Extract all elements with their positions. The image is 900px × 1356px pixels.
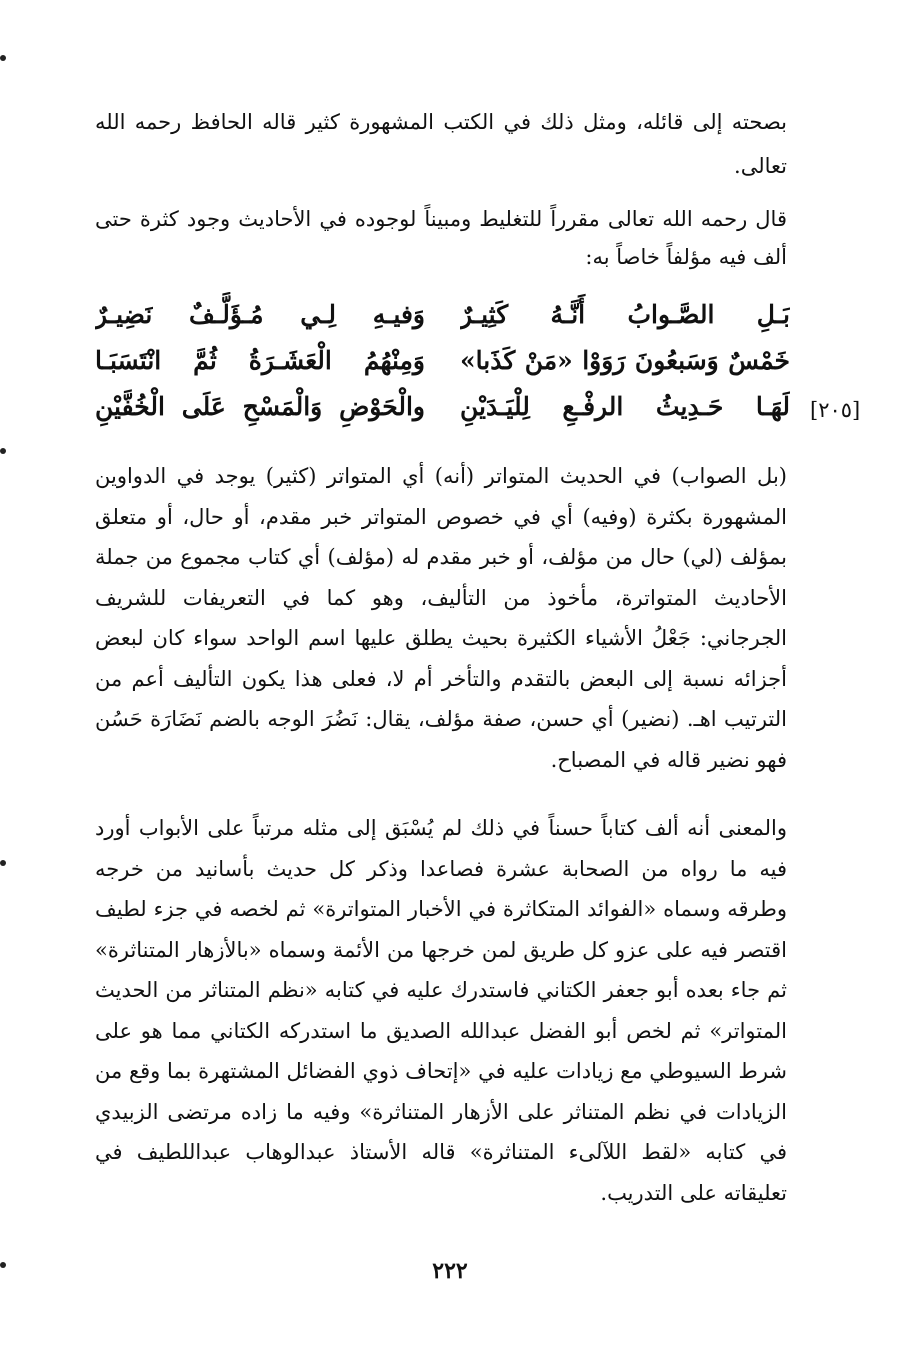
paragraph-text: بصحته إلى قائله، ومثل ذلك في الكتب المشهورة كثير قاله الحافظ رحمه الله تعالى. xyxy=(95,110,787,178)
paragraph-commentary xyxy=(95,456,787,780)
verse-first-hemistich: خَمْسٌ وَسَبعُونَ رَوَوْا «مَنْ كَذَبا» xyxy=(460,346,790,375)
paragraph-meaning xyxy=(95,808,787,1213)
verse-second-hemistich: وَفيـهِ لِـي مُـؤَلَّـفٌ نَضِيـرٌ xyxy=(95,300,425,329)
paragraph-intro xyxy=(95,100,787,188)
margin-mark xyxy=(0,55,6,61)
margin-mark xyxy=(0,1262,6,1268)
poem-block xyxy=(95,292,790,430)
paragraph-text: قال رحمه الله تعالى مقرراً للتغليط ومبيناً لوجوده في الأحاديث وجود كثرة حتى ألف فيه مؤلفاً خاصاً به: xyxy=(95,207,787,269)
poem-verse xyxy=(95,384,790,430)
verse-second-hemistich: وَمِنْهُمُ الْعَشَـرَةُ ثُمَّ انْتَسَبَـا xyxy=(95,346,425,375)
paragraph-text: والمعنى أنه ألف كتاباً حسناً في ذلك لم يُسْبَق إلى مثله مرتباً على الأبواب أورد فيه ما رواه من الصحابة عشرة فصاعدا وذكر كل حديث بأسانيد من خرجه وطرقه وسماه «الفوائد المتكاثرة في الأخبار المتواترة» ثم لخصه في جزء لطيف اقتصر فيه على عزو كل طريق لمن خرجها من الأئمة وسماه «بالأزهار المتناثرة» ثم جاء بعده أبو جعفر الكتاني فاستدرك عليه في كتابه «نظم المتناثر من الحديث المتواتر» ثم لخص أبو الفضل عبدالله الصديق ما استدركه الكتاني مما هو على شرط السيوطي مع زيادات عليه في «إتحاف ذوي الفضائل المشتهرة بما وقع من الزيادات في نظم المتناثر على الأزهار المتناثرة» وفيه ما زاده مرتضى الزبيدي في كتابه «لقط اللآلىء المتناثرة» قاله الأستاذ عبدالوهاب عبداللطيف في تعليقاته على التدريب. xyxy=(95,816,787,1205)
paragraph-poem-intro xyxy=(95,200,787,276)
poem-verse xyxy=(95,292,790,338)
page-number: ٢٢٢ xyxy=(432,1258,468,1284)
paragraph-text: (بل الصواب) في الحديث المتواتر (أنه) أي المتواتر (كثير) يوجد في الدواوين المشهورة بكثرة (وفيه) أي في خصوص المتواتر خبر مقدم، أو حال، أو متعلق بمؤلف (لي) حال من مؤلف، أو خبر مقدم له (مؤلف) أي كتاب مجموع من جملة الأحاديث المتواترة، مأخوذ من التأليف، وهو كما في التعريفات للشريف الجرجاني: جَعْلُ الأشياء الكثيرة بحيث يطلق عليها اسم الواحد سواء كان لبعض أجزائه نسبة إلى البعض بالتقدم والتأخر أم لا، فعلى هذا يكون التأليف أعم من الترتيب اهـ. (نضير) أي حسن، صفة مؤلف، يقال: نَضُرَ الوجه بالضم نَضَارَة حَسُن فهو نضير قاله في المصباح. xyxy=(95,464,787,772)
verse-first-hemistich: لَهَـا حَـدِيثُ الرفْـعِ لِلْيَـدَيْنِ xyxy=(460,392,790,421)
poem-verse xyxy=(95,338,790,384)
margin-mark xyxy=(0,860,6,866)
verse-number: [٢٠٥] xyxy=(810,398,861,422)
verse-first-hemistich: بَـلِ الصَّـوابُ أَنَّـهُ كَثِيـرٌ xyxy=(460,300,790,329)
margin-mark xyxy=(0,448,6,454)
verse-second-hemistich: والْحَوْضِ وَالْمَسْحِ عَلَى الْخُفَّيْنِ xyxy=(95,392,425,421)
